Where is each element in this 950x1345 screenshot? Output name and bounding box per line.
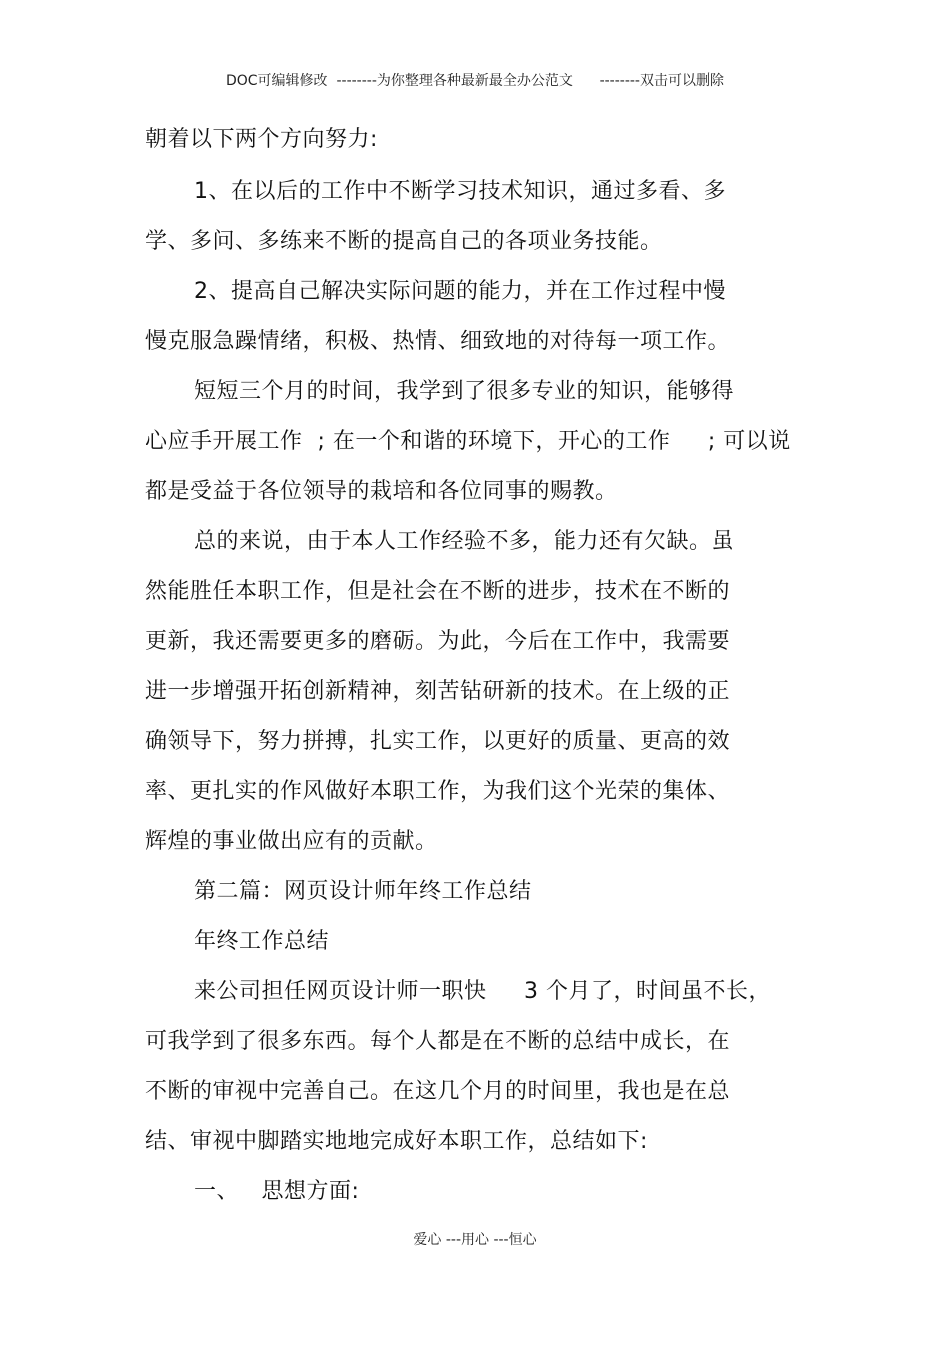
text-line: 率、更扎实的作风做好本职工作，为我们这个光荣的集体、: [145, 779, 731, 804]
page-footer: 爱心 ---用心 ---恒心: [413, 1232, 537, 1248]
text-line: 来公司担任网页设计师一职快 3 个月了，时间虽不长，: [194, 979, 771, 1004]
text-line: 学、多问、多练来不断的提高自己的各项业务技能。: [145, 229, 663, 254]
section-heading: 一、 思想方面:: [194, 1179, 360, 1204]
text-line: 朝着以下两个方向努力:: [145, 127, 378, 152]
section-title: 第二篇：网页设计师年终工作总结: [194, 879, 532, 904]
text-line: 1、在以后的工作中不断学习技术知识，通过多看、多: [194, 179, 726, 204]
text-line: 然能胜任本职工作，但是社会在不断的进步，技术在不断的: [145, 579, 731, 604]
text-line: 总的来说，由于本人工作经验不多，能力还有欠缺。虽: [194, 529, 735, 554]
text-line: 可我学到了很多东西。每个人都是在不断的总结中成长，在: [145, 1029, 731, 1054]
text-line: 进一步增强开拓创新精神，刻苦钻研新的技术。在上级的正: [145, 679, 731, 704]
text-line: 短短三个月的时间，我学到了很多专业的知识，能够得: [194, 379, 735, 404]
text-line: 慢克服急躁情绪，积极、热情、细致地的对待每一项工作。: [145, 329, 731, 354]
text-line: 心应手开展工作 ; 在一个和谐的环境下，开心的工作 ; 可以说: [145, 429, 791, 454]
text-line: 都是受益于各位领导的栽培和各位同事的赐教。: [145, 479, 618, 504]
page-header: DOC可编辑修改 --------为你整理各种最新最全办公范文 --------双击可以删除: [225, 73, 724, 89]
text-line: 确领导下，努力拼搏，扎实工作，以更好的质量、更高的效: [145, 729, 731, 754]
text-line: 辉煌的事业做出应有的贡献。: [145, 829, 438, 854]
text-line: 2、提高自己解决实际问题的能力，并在工作过程中慢: [194, 279, 726, 304]
text-line: 不断的审视中完善自己。在这几个月的时间里，我也是在总: [145, 1079, 731, 1104]
text-line: 更新，我还需要更多的磨砺。为此，今后在工作中，我需要: [145, 629, 731, 654]
text-line: 结、审视中脚踏实地地完成好本职工作，总结如下:: [145, 1129, 648, 1154]
subtitle: 年终工作总结: [194, 929, 330, 954]
